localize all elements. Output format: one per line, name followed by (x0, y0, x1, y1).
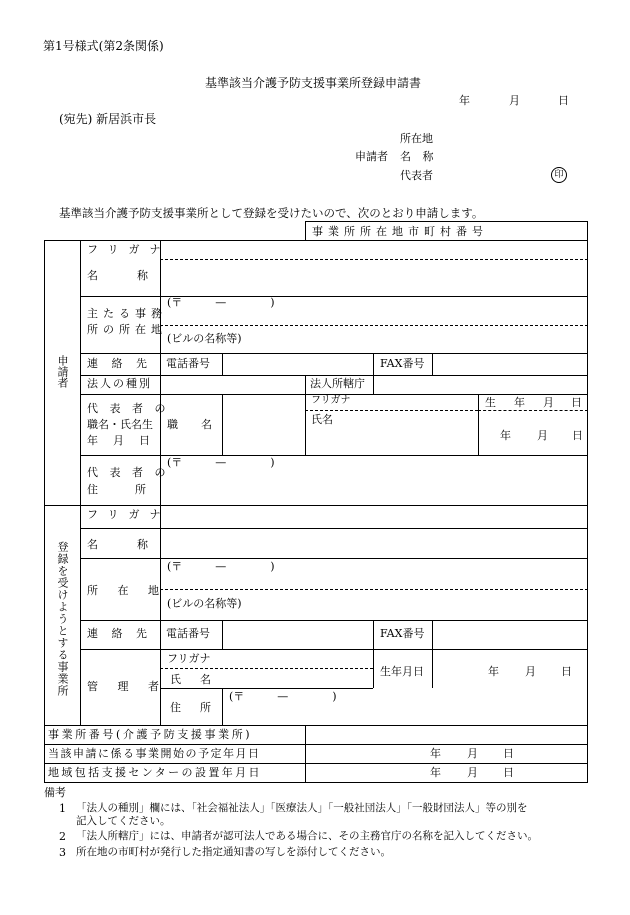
rep-postal-field[interactable]: (〒 — ) (167, 456, 275, 469)
date-day: 日 (558, 94, 569, 107)
intro-text: 基準該当介護予防支援事業所として登録を受けたいので、次のとおり申請します。 (59, 206, 484, 220)
reg-furigana-label: フリガナ (87, 508, 171, 521)
manager-birth-hi: 日 (561, 665, 572, 678)
corp-type-label: 法人の種別 (87, 377, 152, 390)
start-date-label: 当該申請に係る事業開始の予定年月日 (48, 747, 261, 760)
center-date-nen: 年 (430, 766, 441, 779)
rep-address-label-1: 代 表 者 の (87, 466, 170, 479)
furigana-label: フリガナ (87, 243, 171, 256)
registrant-section-label (55, 541, 69, 697)
manager-birth-nen: 年 (488, 665, 499, 678)
start-date-tsuki: 月 (467, 747, 478, 760)
date-year: 年 (459, 94, 470, 107)
birth-hi-1: 日 (571, 396, 582, 409)
birth-tsuki-2: 月 (537, 429, 548, 442)
postal-code-field[interactable]: (〒 — ) (167, 296, 275, 309)
reg-location-label: 所 在 地 (87, 584, 167, 597)
start-date-hi: 日 (503, 747, 514, 760)
reg-name-label (87, 539, 162, 550)
document-title: 基準該当介護予防支援事業所登録申請書 (205, 76, 422, 90)
reg-contact-label: 連 絡 先 (87, 627, 152, 640)
center-date-hi: 日 (503, 766, 514, 779)
applicant-section-text: 申請者 (56, 355, 69, 388)
start-date-nen: 年 (430, 747, 441, 760)
address-label: 所在地 (400, 132, 433, 145)
rep-furigana-label: フリガナ (311, 395, 351, 406)
job-title-label: 職 名 (167, 418, 218, 431)
birth-nen-1: 年 (514, 396, 525, 409)
rep-shimei-label: 氏名 (311, 413, 333, 426)
manager-name-label: 氏 名 (170, 673, 215, 686)
phone-label: 電話番号 (166, 357, 210, 370)
reg-fax-label: FAX番号 (380, 627, 425, 640)
date-month: 月 (509, 94, 520, 107)
note-2-text: 「法人所轄庁」には、申請者が認可法人である場合に、その主務官庁の名称を記入してください。 (76, 830, 538, 842)
registrant-section-text: 登録を受けようとする事業所 (56, 541, 69, 697)
rep-label-2: 職名・氏名生 (87, 418, 153, 431)
birth-sei: 生 (485, 396, 496, 409)
note-1-num: 1 (59, 802, 66, 815)
reg-phone-label: 電話番号 (166, 627, 210, 640)
seal-mark (551, 167, 567, 183)
manager-birth-label: 生年月日 (380, 665, 424, 678)
name-row-label (87, 269, 162, 282)
form-number: 第1号様式(第2条関係) (43, 39, 164, 53)
representative-label: 代表者 (400, 169, 433, 182)
birth-tsuki-1: 月 (543, 396, 554, 409)
contact-label: 連 絡 先 (87, 357, 152, 370)
name-row-text: 名 称 (87, 269, 162, 282)
rep-address-label-2: 住 所 (87, 483, 151, 496)
rep-label-1: 代 表 者 の (87, 402, 170, 415)
seal-text: 印 (554, 170, 564, 180)
note-3-text: 所在地の市町村が発行した指定通知書の写しを添付してください。 (76, 846, 391, 858)
center-date-label: 地域包括支援センターの設置年月日 (48, 766, 262, 779)
center-date-tsuki: 月 (467, 766, 478, 779)
addressee: (宛先) 新居浜市長 (59, 112, 157, 126)
manager-postal-field[interactable]: (〒 — ) (229, 690, 337, 703)
name-label: 名 称 (400, 150, 438, 163)
manager-address-label: 住 所 (170, 701, 215, 714)
main-office-label-2: 所の所在地 (87, 323, 167, 336)
main-office-label-1: 主たる事務 (87, 307, 167, 320)
note-3-num: 3 (59, 846, 66, 859)
fax-label: FAX番号 (380, 357, 425, 370)
manager-label: 管 理 者 (87, 680, 167, 693)
applicant-label: 申請者 (355, 150, 388, 163)
manager-birth-tsuki: 月 (525, 665, 536, 678)
applicant-section-label (55, 355, 69, 388)
birth-nen-2: 年 (500, 429, 511, 442)
reg-name-text: 名 称 (87, 538, 162, 551)
rep-label-3: 年 月 日 (87, 434, 152, 447)
muni-number-label: 事業所所在地市町村番号 (312, 225, 488, 238)
note-1-text: 「法人の種別」欄には、「社会福祉法人」「医療法人」「一般社団法人」「一般財団法人」等の別を (76, 802, 528, 814)
reg-building-field[interactable]: (ビルの名称等) (167, 597, 242, 610)
office-number-label: 事業所番号(介護予防支援事業所) (48, 728, 253, 741)
manager-furigana-label: フリガナ (167, 652, 211, 665)
corp-office-label: 法人所轄庁 (310, 377, 365, 390)
note-2-num: 2 (59, 830, 66, 843)
building-name-field[interactable]: (ビルの名称等) (167, 332, 242, 345)
notes-title: 備考 (44, 786, 66, 799)
reg-postal-field[interactable]: (〒 — ) (167, 560, 275, 573)
note-1-cont: 記入してください。 (76, 815, 171, 827)
birth-hi-2: 日 (572, 429, 583, 442)
